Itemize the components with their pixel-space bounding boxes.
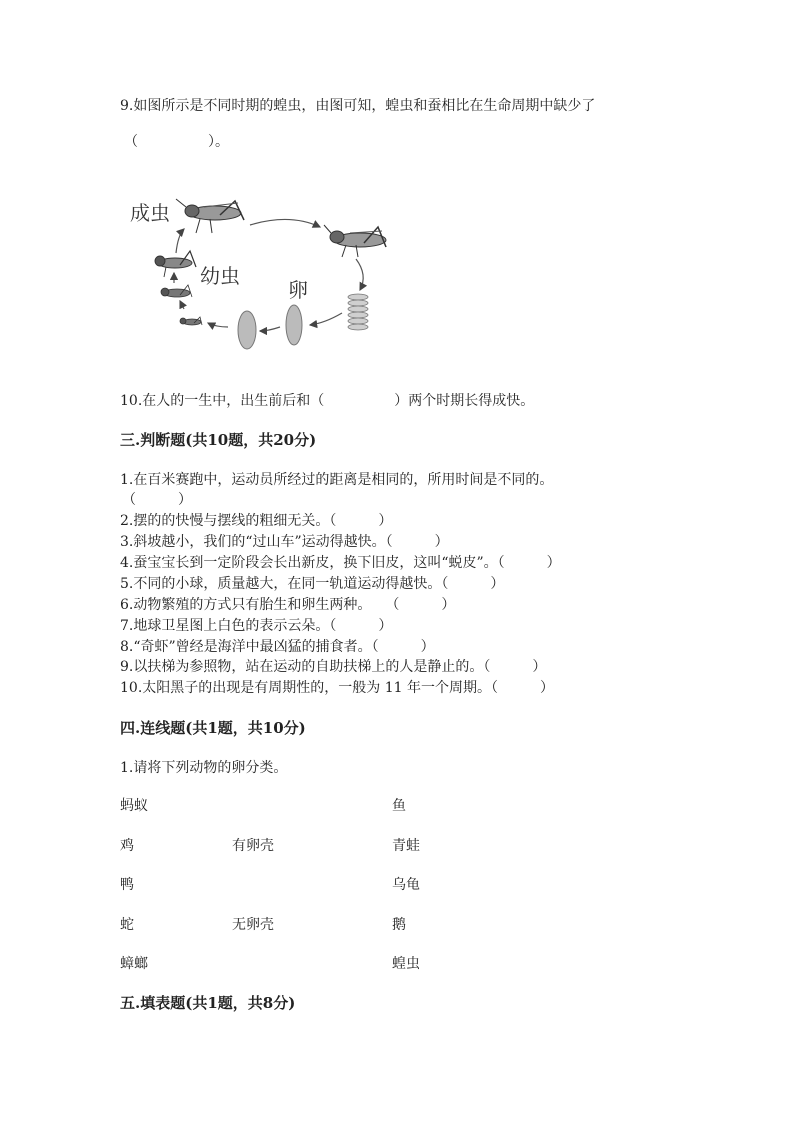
question-9-text: 9.如图所示是不同时期的蝗虫，由图可知，蝗虫和蚕相比在生命周期中缺少了 — [120, 98, 596, 114]
judge-item-1: 1.在百米赛跑中，运动员所经过的距离是相同的，所用时间是不同的。 — [120, 472, 554, 488]
arrow-egg-to-nymph — [208, 323, 228, 327]
locust-life-cycle-diagram — [120, 185, 400, 360]
adult-locust-1 — [176, 199, 244, 233]
question-10-text: 10.在人的一生中，出生前后和（ ）两个时期长得成快。 — [120, 393, 535, 409]
judge-item-7: 7.地球卫星图上白色的表示云朵。（ ） — [120, 618, 393, 634]
label-adult: 成虫 — [130, 201, 170, 225]
judge-item-4: 4.蚕宝宝长到一定阶段会长出新皮，换下旧皮，这叫“蜕皮”。（ ） — [120, 555, 561, 571]
nymph-medium — [161, 285, 192, 297]
arrow-egg-to-egg — [260, 327, 280, 331]
animal-left-5: 蟑螂 — [120, 956, 148, 972]
category-without-shell: 无卵壳 — [232, 917, 274, 933]
section-3-title: 三.判断题(共10题，共20分) — [120, 431, 317, 449]
egg-large-2 — [238, 311, 256, 349]
egg-cluster — [348, 294, 368, 330]
animal-right-4: 鹅 — [392, 917, 406, 933]
egg-large-1 — [286, 305, 302, 345]
arrow-eggs-to-egg — [310, 313, 342, 325]
judge-item-8: 8.“奇虾”曾经是海洋中最凶猛的捕食者。（ ） — [120, 639, 435, 655]
label-egg: 卵 — [288, 278, 308, 302]
label-nymph: 幼虫 — [200, 264, 240, 288]
animal-left-2: 鸡 — [120, 838, 134, 854]
judge-item-10: 10.太阳黑子的出现是有周期性的，一般为 11 年一个周期。（ ） — [120, 680, 554, 696]
adult-locust-2 — [324, 225, 386, 257]
judge-item-1-blank: （ ） — [122, 492, 192, 508]
judge-item-6: 6.动物繁殖的方式只有胎生和卵生两种。 （ ） — [120, 597, 456, 613]
arrow-nymph-up-3 — [176, 229, 184, 253]
animal-right-3: 乌龟 — [392, 877, 420, 893]
animal-right-5: 蝗虫 — [392, 956, 420, 972]
judge-item-5: 5.不同的小球，质量越大，在同一轨道运动得越快。（ ） — [120, 576, 505, 592]
animal-left-4: 蛇 — [120, 917, 134, 933]
arrow-adult-to-eggs — [356, 259, 363, 290]
animal-right-2: 青蛙 — [392, 838, 420, 854]
matching-instruction: 1.请将下列动物的卵分类。 — [120, 760, 288, 776]
arrow-adult-to-adult2 — [250, 219, 320, 227]
animal-left-1: 蚂蚁 — [120, 798, 148, 814]
judge-item-9: 9.以扶梯为参照物，站在运动的自助扶梯上的人是静止的。（ ） — [120, 659, 547, 675]
section-5-title: 五.填表题(共1题，共8分) — [120, 994, 296, 1012]
animal-left-3: 鸭 — [120, 877, 134, 893]
nymph-large — [155, 251, 196, 277]
judge-item-2: 2.摆的的快慢与摆线的粗细无关。（ ） — [120, 513, 393, 529]
nymph-small — [180, 317, 202, 325]
section-4-title: 四.连线题(共1题，共10分) — [120, 719, 306, 737]
arrow-nymph-up-1 — [180, 301, 184, 309]
category-with-shell: 有卵壳 — [232, 838, 274, 854]
animal-right-1: 鱼 — [392, 798, 406, 814]
judge-item-3: 3.斜坡越小，我们的“过山车”运动得越快。（ ） — [120, 534, 449, 550]
question-9-blank: （ ）。 — [124, 134, 229, 150]
